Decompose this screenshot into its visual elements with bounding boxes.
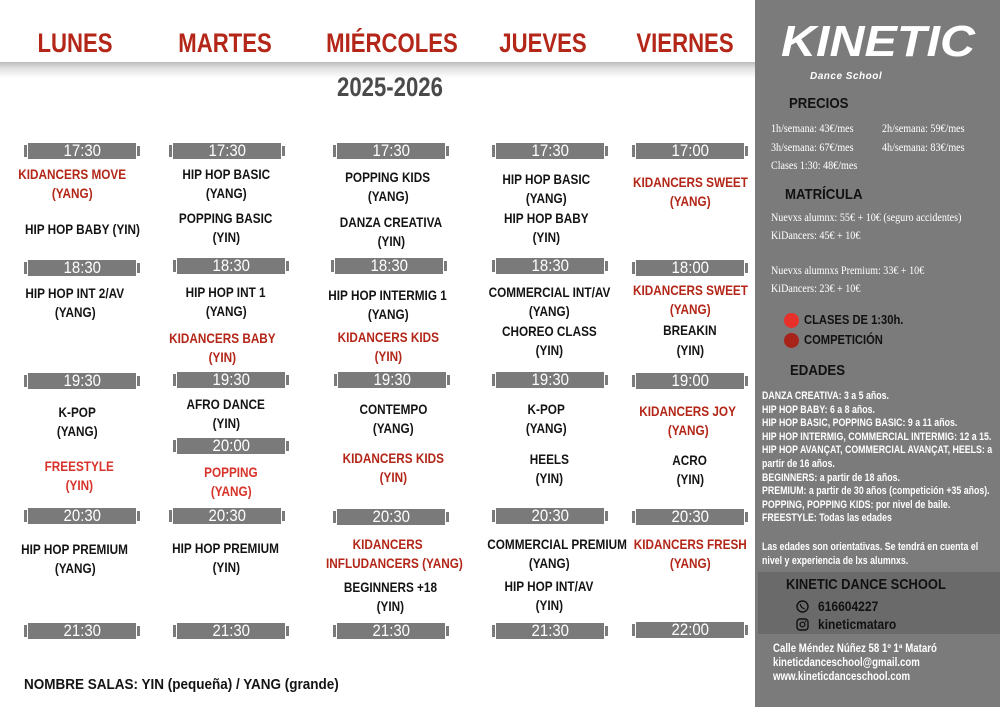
- class-item: KIDANCERS MOVE: [18, 166, 126, 182]
- class-room: (YIN): [65, 477, 93, 493]
- svg-text:KINETIC: KINETIC: [781, 18, 977, 63]
- time-slot: 18:00: [636, 260, 744, 276]
- class-room: (YANG): [210, 483, 252, 499]
- class-item: HIP HOP BASIC: [502, 171, 590, 187]
- school-year: 2025-2026: [337, 72, 443, 102]
- legend-dot-90min: [784, 313, 799, 328]
- age-item: POPPING, POPPING KIDS: por nivel de baile.: [762, 499, 951, 511]
- contact-title: KINETIC DANCE SCHOOL: [786, 576, 946, 593]
- class-room: (YANG): [54, 560, 96, 576]
- time-slot: 17:30: [337, 143, 445, 159]
- time-slot: 17:30: [173, 143, 281, 159]
- time-slot: 20:30: [173, 508, 281, 524]
- class-item: HEELS: [529, 451, 569, 467]
- class-room: (YANG): [367, 306, 409, 322]
- class-item: KIDANCERS KIDS: [337, 329, 439, 345]
- class-room: (YANG): [367, 188, 409, 204]
- time-slot: 18:30: [177, 258, 285, 274]
- class-item: POPPING BASIC: [179, 210, 273, 226]
- class-item: POPPING KIDS: [345, 169, 431, 185]
- class-item: ACRO: [672, 452, 708, 468]
- class-room: (YANG): [525, 420, 567, 436]
- time-slot: 21:30: [177, 623, 285, 639]
- class-room: (YIN): [212, 229, 240, 245]
- age-item: PREMIUM: a partir de 30 años (competición +35 años).: [762, 485, 990, 497]
- time-slot: 19:30: [338, 372, 446, 388]
- class-room: (YIN): [212, 559, 240, 575]
- class-item: KIDANCERS FRESH: [633, 536, 747, 552]
- class-room: (YANG): [205, 303, 247, 319]
- day-jueves: JUEVES: [499, 28, 587, 58]
- enrollment-item: Nuevxs alumnx: 55€ + 10€ (seguro accidentes): [771, 210, 962, 224]
- ages-title: EDADES: [790, 362, 846, 379]
- class-item: KIDANCERS SWEET: [632, 174, 748, 190]
- class-item: FREESTYLE: [44, 458, 114, 474]
- class-room: (YIN): [379, 469, 407, 485]
- class-room: (YIN): [376, 598, 404, 614]
- class-room: (YIN): [676, 342, 704, 358]
- logo-subtitle: Dance School: [810, 71, 883, 82]
- class-room: (YANG): [528, 303, 570, 319]
- class-item: CONTEMPO: [359, 401, 427, 417]
- time-slot: 20:30: [337, 509, 445, 525]
- class-item: COMMERCIAL PREMIUM: [487, 536, 627, 552]
- time-slot: 21:30: [28, 623, 136, 639]
- class-room: (YANG): [372, 420, 414, 436]
- class-room: (YANG): [669, 301, 711, 317]
- time-slot: 22:00: [636, 622, 744, 638]
- class-room: (YANG): [669, 193, 711, 209]
- class-item: K-POP: [527, 401, 565, 417]
- legend-dot-competition: [784, 333, 799, 348]
- class-room: (YIN): [374, 348, 402, 364]
- class-item: K-POP: [58, 404, 96, 420]
- time-slot: 19:00: [636, 373, 744, 389]
- day-lunes: LUNES: [37, 28, 113, 58]
- time-slot: 20:30: [496, 508, 604, 524]
- prices-title: PRECIOS: [789, 95, 849, 112]
- whatsapp-icon: [796, 600, 809, 613]
- class-item: AFRO DANCE: [186, 396, 266, 412]
- room-names-note: NOMBRE SALAS: YIN (pequeña) / YANG (grande): [24, 676, 339, 693]
- age-item: DANZA CREATIVA: 3 a 5 años.: [762, 390, 889, 402]
- time-slot: 20:30: [28, 508, 136, 524]
- price-item: 2h/semana: 59€/mes: [882, 121, 965, 135]
- instagram-handle[interactable]: kineticmataro: [818, 616, 897, 632]
- class-room: (YANG): [56, 423, 98, 439]
- age-item: HIP HOP INTERMIG, COMMERCIAL INTERMIG: 12 a 15.: [762, 431, 992, 443]
- class-item: HIP HOP PREMIUM: [21, 541, 129, 557]
- class-room: (YANG): [669, 555, 711, 571]
- age-item: partir de 16 años.: [762, 458, 835, 470]
- time-slot: 19:30: [28, 373, 136, 389]
- class-item: KIDANCERS: [353, 536, 423, 552]
- class-item: HIP HOP BABY: [503, 210, 589, 226]
- class-item: HIP HOP INT 1: [186, 284, 266, 300]
- price-item: Clases 1:30: 48€/mes: [771, 158, 858, 172]
- class-room: (YIN): [535, 470, 563, 486]
- enrollment-title: MATRÍCULA: [785, 186, 863, 203]
- time-slot: 18:30: [335, 258, 443, 274]
- time-slot: 17:30: [28, 143, 136, 159]
- class-item: HIP HOP INT/AV: [504, 578, 594, 594]
- enrollment-item: Nuevxs alumnxs Premium: 33€ + 10€: [771, 263, 925, 277]
- instagram-icon: [796, 618, 809, 631]
- time-slot: 20:30: [636, 509, 744, 525]
- class-room: (YIN): [535, 342, 563, 358]
- class-item: DANZA CREATIVA: [339, 214, 443, 230]
- class-room: INFLUDANCERS (YANG): [326, 555, 463, 571]
- day-martes: MARTES: [178, 28, 272, 58]
- class-room: (YANG): [528, 555, 570, 571]
- time-slot: 21:30: [337, 623, 445, 639]
- class-item: COMMERCIAL INT/AV: [488, 284, 610, 300]
- day-viernes: VIERNES: [636, 28, 734, 58]
- time-slot: 19:30: [496, 372, 604, 388]
- class-item: POPPING: [204, 464, 258, 480]
- class-item: CHOREO CLASS: [501, 323, 597, 339]
- class-room: (YANG): [205, 185, 247, 201]
- website-link[interactable]: www.kineticdanceschool.com: [773, 671, 911, 683]
- class-room: (YANG): [54, 304, 96, 320]
- age-item: HIP HOP BASIC, POPPING BASIC: 9 a 11 años.: [762, 417, 958, 429]
- class-room: (YIN): [208, 349, 236, 365]
- kinetic-logo: [778, 18, 978, 63]
- age-item: FREESTYLE: Todas las edades: [762, 512, 892, 524]
- class-room: (YIN): [377, 233, 405, 249]
- time-slot: 21:30: [496, 623, 604, 639]
- class-item: BEGINNERS +18: [343, 579, 437, 595]
- class-item: KIDANCERS JOY: [639, 403, 737, 419]
- time-slot: 17:00: [636, 143, 744, 159]
- class-item: HIP HOP PREMIUM: [172, 540, 280, 556]
- class-item: HIP HOP INT 2/AV: [25, 285, 125, 301]
- legend-label: CLASES DE 1:30h.: [804, 312, 904, 327]
- email-link[interactable]: kineticdanceschool@gmail.com: [773, 657, 920, 669]
- legend-label: COMPETICIÓN: [804, 332, 883, 347]
- time-slot: 18:30: [496, 258, 604, 274]
- class-item: HIP HOP BASIC: [182, 166, 270, 182]
- class-room: (YIN): [212, 415, 240, 431]
- time-slot: 18:30: [28, 260, 136, 276]
- class-room: (YIN): [676, 471, 704, 487]
- class-item: KIDANCERS KIDS: [342, 450, 444, 466]
- day-miercoles: MIÉRCOLES: [326, 28, 458, 58]
- age-item: HIP HOP BABY: 6 a 8 años.: [762, 404, 875, 416]
- price-item: 4h/semana: 83€/mes: [882, 140, 965, 154]
- time-slot: 17:30: [496, 143, 604, 159]
- age-item: HIP HOP AVANÇAT, COMMERCIAL AVANÇAT, HEELS: a: [762, 444, 993, 456]
- class-item: HIP HOP INTERMIG 1: [328, 287, 448, 303]
- class-room: (YIN): [532, 229, 560, 245]
- class-room: (YANG): [525, 190, 567, 206]
- phone-number[interactable]: 616604227: [818, 598, 879, 614]
- class-item: BREAKIN: [663, 322, 717, 338]
- age-item: BEGINNERS: a partir de 18 años.: [762, 472, 900, 484]
- class-item: KIDANCERS SWEET: [632, 282, 748, 298]
- class-room: (YIN): [535, 597, 563, 613]
- class-room: (YANG): [51, 185, 93, 201]
- price-item: 3h/semana: 67€/mes: [771, 140, 854, 154]
- address: Calle Méndez Núñez 58 1º 1ª Mataró: [773, 643, 937, 655]
- class-room: (YANG): [667, 422, 709, 438]
- enrollment-item: KiDancers: 23€ + 10€: [771, 281, 861, 295]
- class-item: HIP HOP BABY (YIN): [24, 221, 140, 237]
- time-slot: 19:30: [177, 372, 285, 388]
- ages-note: nivel y experiencia de lxs alumnxs.: [762, 555, 909, 567]
- class-item: KIDANCERS BABY: [168, 330, 276, 346]
- price-item: 1h/semana: 43€/mes: [771, 121, 854, 135]
- ages-note: Las edades son orientativas. Se tendrá en cuenta el: [762, 541, 979, 553]
- time-slot: 20:00: [177, 438, 285, 454]
- enrollment-item: KiDancers: 45€ + 10€: [771, 228, 861, 242]
